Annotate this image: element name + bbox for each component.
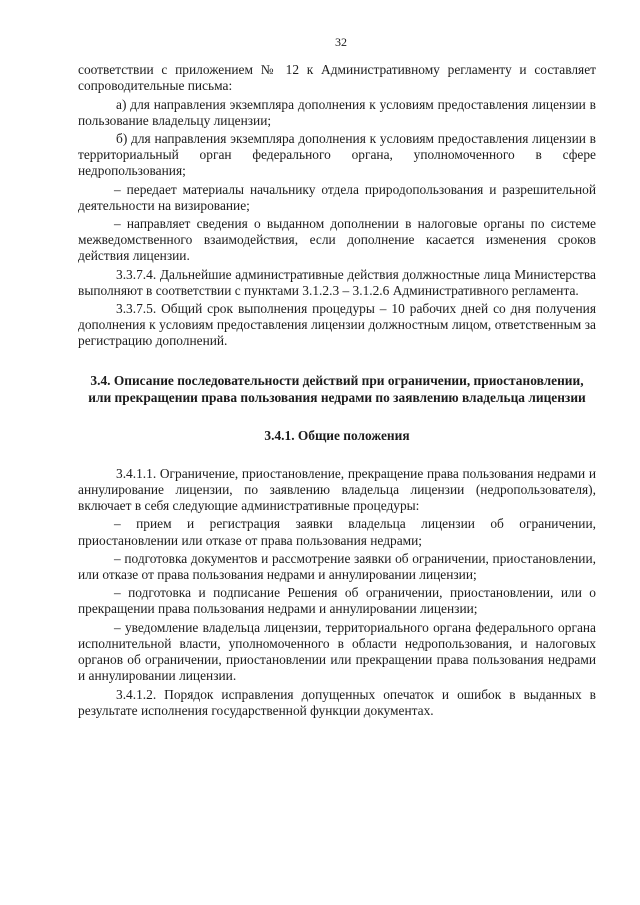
- paragraph: соответствии с приложением № 12 к Административному регламенту и составляет сопроводительные письма:: [78, 62, 596, 94]
- page-number: 32: [335, 35, 347, 49]
- dash-item: – передает материалы начальнику отдела природопользования и разрешительной деятельности на визирование;: [78, 181, 596, 213]
- dash-item: – прием и регистрация заявки владельца лицензии об ограничении, приостановлении или отказе от права пользования недрами;: [78, 516, 596, 548]
- dash-item: – направляет сведения о выданном дополнении в налоговые органы по системе межведомственного взаимодействия, если дополнение касается изменения сроков действия лицензии.: [78, 216, 596, 264]
- paragraph-3-3-7-4: 3.3.7.4. Дальнейшие административные действия должностные лица Министерства выполняют в соответствии с пунктами 3.1.2.3 – 3.1.2.6 Административного регламента.: [78, 266, 596, 298]
- subsection-heading: 3.4.1. Общие положения: [264, 427, 410, 443]
- dash-item: – подготовка документов и рассмотрение заявки об ограничении, приостановлении, или отказе от права пользования недрами и аннулировании лицензии;: [78, 550, 596, 583]
- dash-item: – подготовка и подписание Решения об ограничении, приостановлении, или о прекращении права пользования недрами и аннулировании лицензии;: [78, 585, 596, 617]
- paragraph-3-4-1-1: 3.4.1.1. Ограничение, приостановление, прекращение права пользования недрами и аннулирование лицензии, по заявлению владельца лицензии (недропользователя), включает в себя следующие административные процедуры:: [78, 465, 596, 514]
- list-item-b: б) для направления экземпляра дополнения к условиям предоставления лицензии в территориальный орган федерального органа, уполномоченного в сфере недропользования;: [78, 131, 596, 179]
- paragraph-3-4-1-2: 3.4.1.2. Порядок исправления допущенных опечаток и ошибок в выданных в результате исполнения государственной функции документах.: [78, 686, 596, 718]
- list-item-a: а) для направления экземпляра дополнения к условиям предоставления лицензии в пользование владельцу лицензии;: [78, 96, 596, 128]
- dash-item: – уведомление владельца лицензии, территориального органа федерального органа исполнительной власти, уполномоченного в области недропользования, и налоговых органов об ограничении, приостановлении или прекращении права пользования недрами и аннулировании лицензии.: [78, 619, 596, 684]
- paragraph-3-3-7-5: 3.3.7.5. Общий срок выполнения процедуры – 10 рабочих дней со дня получения дополнения к условиям предоставления лицензии должностным лицом, ответственным за регистрацию дополнений.: [78, 301, 596, 349]
- section-heading: 3.4. Описание последовательности действий при ограничении, приостановлении, или прекращении права пользования недрами по заявлению владельца лицензии: [88, 372, 586, 405]
